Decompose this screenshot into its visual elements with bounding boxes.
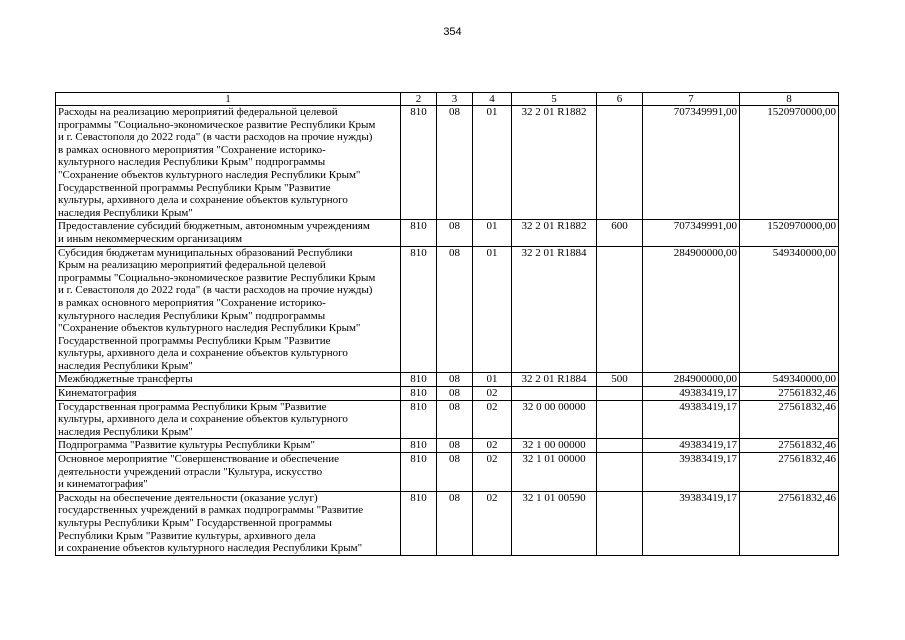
item-name-line: программы "Социально-экономическое развитие Республики Крым [58, 271, 376, 284]
cell-subsection-code: 02 [473, 400, 512, 439]
cell-ministry-code: 810 [401, 373, 437, 387]
cell-amount-year-1: 707349991,00 [643, 106, 740, 220]
cell-section-code: 08 [437, 439, 473, 453]
item-name-line: программы "Социально-экономическое развитие Республики Крым [58, 118, 376, 131]
cell-amount-year-2: 549340000,00 [740, 373, 839, 387]
item-name-line: наследия Республики Крым" [58, 359, 193, 372]
cell-target-article-code: 32 1 00 00000 [512, 439, 597, 453]
cell-amount-year-1: 49383419,17 [643, 439, 740, 453]
item-name-line: культурного наследия Республики Крым" подпрограммы [58, 156, 326, 169]
table-row [56, 373, 839, 387]
cell-target-article-code: 32 2 01 R1884 [512, 246, 597, 373]
cell-target-article-code: 32 1 01 00000 [512, 453, 597, 492]
item-name-line: Государственная программа Республики Крым "Развитие [58, 400, 327, 413]
cell-amount-year-1: 284900000,00 [643, 373, 740, 387]
budget-table [55, 92, 839, 556]
cell-subsection-code: 01 [473, 246, 512, 373]
cell-item-name [56, 106, 401, 220]
item-name-line: Государственной программы Республики Крым "Развитие [58, 181, 331, 194]
cell-amount-year-2: 1520970000,00 [740, 220, 839, 246]
cell-expense-type-code [597, 106, 643, 220]
cell-amount-year-2: 27561832,46 [740, 491, 839, 555]
item-name-line: культуры, архивного дела и сохранение объектов культурного [58, 413, 348, 426]
cell-target-article-code: 32 2 01 R1882 [512, 220, 597, 246]
item-name-line: и г. Севастополя до 2022 года" (в части расходов на прочие нужды) [58, 284, 373, 297]
item-name-line: культуры Республики Крым" Государственной программы [58, 517, 332, 529]
cell-item-name [56, 246, 401, 373]
cell-expense-type-code [597, 453, 643, 492]
cell-expense-type-code: 600 [597, 220, 643, 246]
cell-target-article-code [512, 387, 597, 401]
table-row [56, 220, 839, 246]
column-header-2: 2 [401, 93, 437, 106]
cell-subsection-code: 01 [473, 220, 512, 246]
item-name-line: Расходы на обеспечение деятельности (оказание услуг) [58, 491, 318, 504]
cell-ministry-code: 810 [401, 387, 437, 401]
item-name-line: в рамках основного мероприятия "Сохранение историко- [58, 296, 326, 309]
column-header-5: 5 [512, 93, 597, 106]
cell-ministry-code: 810 [401, 439, 437, 453]
cell-ministry-code: 810 [401, 106, 437, 220]
cell-amount-year-1: 39383419,17 [643, 491, 740, 555]
item-name-line: Основное мероприятие "Совершенствование и обеспечение [58, 453, 339, 466]
cell-ministry-code: 810 [401, 220, 437, 246]
cell-expense-type-code [597, 387, 643, 401]
cell-ministry-code: 810 [401, 400, 437, 439]
cell-item-name [56, 439, 401, 453]
item-name-line: и г. Севастополя до 2022 года" (в части расходов на прочие нужды) [58, 131, 373, 144]
item-name-line: Межбюджетные трансферты [58, 373, 193, 386]
item-name-line: наследия Республики Крым" [58, 206, 193, 219]
item-name-line: наследия Республики Крым" [58, 425, 193, 438]
item-name-line: и кинематография" [58, 478, 148, 491]
cell-amount-year-1: 49383419,17 [643, 387, 740, 401]
table-row [56, 387, 839, 401]
cell-target-article-code: 32 2 01 R1884 [512, 373, 597, 387]
column-number-header-row [56, 93, 839, 106]
cell-ministry-code: 810 [401, 453, 437, 492]
column-header-7: 7 [643, 93, 740, 106]
cell-subsection-code: 02 [473, 491, 512, 555]
column-header-1: 1 [56, 93, 401, 106]
column-header-6: 6 [597, 93, 643, 106]
cell-ministry-code: 810 [401, 246, 437, 373]
cell-amount-year-2: 27561832,46 [740, 439, 839, 453]
cell-section-code: 08 [437, 400, 473, 439]
cell-amount-year-1: 707349991,00 [643, 220, 740, 246]
cell-section-code: 08 [437, 246, 473, 373]
cell-item-name [56, 373, 401, 387]
item-name-line: "Сохранение объектов культурного наследия Республики Крым" [58, 322, 361, 335]
cell-subsection-code: 02 [473, 387, 512, 401]
cell-item-name [56, 400, 401, 439]
cell-section-code: 08 [437, 491, 473, 555]
cell-amount-year-1: 49383419,17 [643, 400, 740, 439]
item-name-line: Кинематография [58, 387, 137, 400]
cell-expense-type-code [597, 246, 643, 373]
cell-subsection-code: 02 [473, 453, 512, 492]
item-name-line: Крым на реализацию мероприятий федеральной целевой [58, 259, 326, 272]
cell-expense-type-code [597, 491, 643, 555]
cell-section-code: 08 [437, 453, 473, 492]
cell-expense-type-code [597, 400, 643, 439]
cell-subsection-code: 02 [473, 439, 512, 453]
cell-target-article-code: 32 0 00 00000 [512, 400, 597, 439]
cell-amount-year-1: 284900000,00 [643, 246, 740, 373]
item-name-line: Подпрограмма "Развитие культуры Республики Крым" [58, 439, 315, 452]
item-name-line: Государственной программы Республики Крым "Развитие [58, 334, 331, 347]
item-name-line: "Сохранение объектов культурного наследия Республики Крым" [58, 168, 361, 181]
cell-subsection-code: 01 [473, 106, 512, 220]
table-row [56, 106, 839, 220]
item-name-line: Субсидия бюджетам муниципальных образований Республики [58, 246, 353, 259]
table-row [56, 400, 839, 439]
cell-ministry-code: 810 [401, 491, 437, 555]
column-header-4: 4 [473, 93, 512, 106]
item-name-line: государственных учреждений в рамках подпрограммы "Развитие [58, 504, 364, 517]
item-name-line: культуры, архивного дела и сохранение объектов культурного [58, 194, 348, 207]
cell-amount-year-2: 27561832,46 [740, 400, 839, 439]
cell-section-code: 08 [437, 106, 473, 220]
cell-section-code: 08 [437, 387, 473, 401]
item-name-line: Республики Крым "Развитие культуры, архивного дела [58, 529, 316, 542]
cell-amount-year-1: 39383419,17 [643, 453, 740, 492]
item-name-line: культурного наследия Республики Крым" подпрограммы [58, 309, 326, 322]
cell-subsection-code: 01 [473, 373, 512, 387]
cell-section-code: 08 [437, 373, 473, 387]
cell-item-name [56, 491, 401, 555]
cell-section-code: 08 [437, 220, 473, 246]
cell-expense-type-code [597, 439, 643, 453]
cell-item-name [56, 220, 401, 246]
column-header-8: 8 [740, 93, 839, 106]
table-row [56, 246, 839, 373]
cell-item-name [56, 387, 401, 401]
cell-amount-year-2: 549340000,00 [740, 246, 839, 373]
table-row [56, 439, 839, 453]
item-name-line: деятельности учреждений отрасли "Культура, искусство [58, 465, 323, 478]
cell-amount-year-2: 27561832,46 [740, 387, 839, 401]
cell-item-name [56, 453, 401, 492]
table-body [56, 93, 839, 556]
page-number: 354 [443, 26, 462, 38]
cell-target-article-code: 32 1 01 00590 [512, 491, 597, 555]
item-name-line: в рамках основного мероприятия "Сохранение историко- [58, 143, 326, 156]
table-row [56, 491, 839, 555]
item-name-line: Расходы на реализацию мероприятий федеральной целевой [58, 106, 338, 118]
cell-amount-year-2: 1520970000,00 [740, 106, 839, 220]
column-header-3: 3 [437, 93, 473, 106]
cell-expense-type-code: 500 [597, 373, 643, 387]
item-name-line: культуры, архивного дела и сохранение объектов культурного [58, 347, 348, 360]
item-name-line: Предоставление субсидий бюджетным, автономным учреждениям [58, 220, 370, 233]
item-name-line: и сохранение объектов культурного наследия Республики Крым" [58, 542, 363, 555]
cell-target-article-code: 32 2 01 R1882 [512, 106, 597, 220]
cell-amount-year-2: 27561832,46 [740, 453, 839, 492]
table-row [56, 453, 839, 492]
item-name-line: и иным некоммерческим организациям [58, 232, 243, 245]
